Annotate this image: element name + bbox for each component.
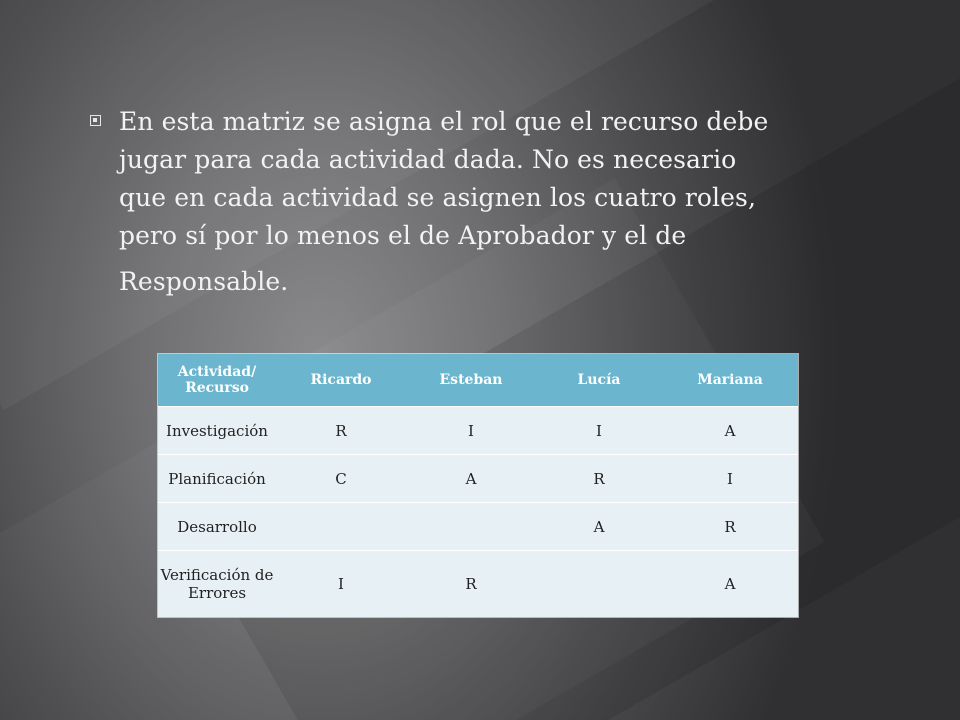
role-cell: A <box>406 455 536 503</box>
table-row <box>158 407 798 455</box>
role-cell: A <box>662 551 798 618</box>
bullet-text <box>119 103 830 301</box>
bullet-line: jugar para cada actividad dada. No es necesario <box>119 145 737 174</box>
role-cell: A <box>662 407 798 455</box>
header-activity-resource: Actividad/ Recurso <box>158 354 276 407</box>
header-ricardo: Ricardo <box>276 354 406 407</box>
role-cell: R <box>406 551 536 618</box>
role-cell: I <box>406 407 536 455</box>
table-row <box>158 455 798 503</box>
bullet-line: En esta matriz se asigna el rol que el recurso debe <box>119 107 769 136</box>
bullet-point <box>90 103 830 301</box>
table-header-row <box>158 354 798 407</box>
raci-matrix-table <box>158 354 798 617</box>
activity-cell: Verificación de Errores <box>158 551 276 618</box>
role-cell: C <box>276 455 406 503</box>
bullet-line: pero sí por lo menos el de Aprobador y el de <box>119 221 687 250</box>
activity-cell: Desarrollo <box>158 503 276 551</box>
role-cell: I <box>276 551 406 618</box>
header-mariana: Mariana <box>662 354 798 407</box>
role-cell: R <box>536 455 662 503</box>
table-row <box>158 503 798 551</box>
role-cell: R <box>662 503 798 551</box>
role-cell: I <box>662 455 798 503</box>
activity-cell: Planificación <box>158 455 276 503</box>
role-cell <box>406 503 536 551</box>
role-cell <box>276 503 406 551</box>
bullet-line: Responsable. <box>119 267 289 296</box>
bullet-line: que en cada actividad se asignen los cuatro roles, <box>119 183 757 212</box>
activity-cell: Investigación <box>158 407 276 455</box>
square-bullet-icon <box>90 115 101 126</box>
table-row <box>158 551 798 618</box>
header-esteban: Esteban <box>406 354 536 407</box>
role-cell: A <box>536 503 662 551</box>
role-cell <box>536 551 662 618</box>
role-cell: I <box>536 407 662 455</box>
header-lucia: Lucía <box>536 354 662 407</box>
role-cell: R <box>276 407 406 455</box>
